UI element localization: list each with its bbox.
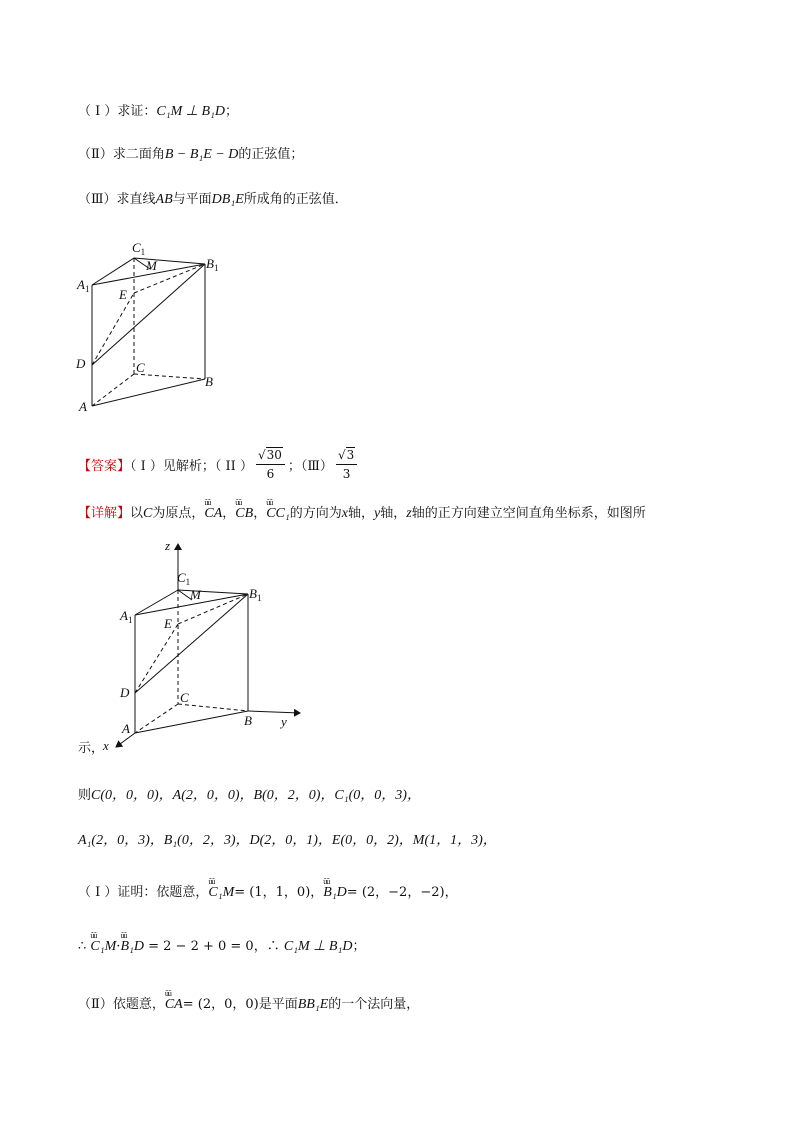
vector-ca-normal: ũũ CA [165,996,183,1014]
label-a1: $A_1$ [120,608,133,625]
detail-tag: 【详解】 [78,506,131,521]
detail-line: 【详解】以C为原点，ũũ CA，ũũ CB，ũũ CC₁的方向为x轴，y轴，z轴的正方向建立空间直角坐标系，如图所 [78,505,646,523]
fraction-sqrt30-6: $\frac{√30}{6}$ [256,446,285,483]
label-b1: $B_1$ [206,256,219,273]
q1-math: C₁M ⊥ B₁D [156,104,225,119]
proof-2-line: （Ⅱ）依题意，ũũ CA= (2，0，0)是平面BB₁E的一个法向量， [78,996,419,1014]
vector-cb: ũũ CB [235,505,253,523]
label-a1: $A_1$ [77,277,90,294]
label-a: A [79,399,87,414]
label-a: A [122,721,130,736]
coordinates-line-2: A₁(2，0，3)，B₁(0，2，3)，D(2，0，1)，E(0，0，2)，M(1，1，3)， [78,833,497,848]
detail-continued: 示， [78,741,105,756]
fraction-sqrt3-3: $\frac{√3}{3}$ [336,446,357,483]
proof-1-line: （ I ）证明：依题意，ũũ C₁M= (1，1，0)，ũũ B₁D= (2，−2，−2)， [78,884,458,902]
vector-c1m: ũũ C₁M [208,884,234,902]
answer-line: 【答案】（ I ）见解析；（ II ） $\frac{√30}{6}$ ；（Ⅲ） $\frac{√3}{3}$ [78,448,360,485]
label-b: B [205,374,213,389]
answer-tag: 【答案】 [78,459,131,474]
question-2: （Ⅱ）求二面角B − B₁E − D的正弦值； [78,147,304,162]
label-d: D [76,356,86,371]
coordinates-line-1: 则C(0，0，0)，A(2，0，0)，B(0，2，0)，C₁(0，0，3)， [78,788,421,803]
label-d: D [120,685,130,700]
axis-label-x: x [103,738,109,753]
label-b: B [244,713,252,728]
vector-cc1: ũũ CC₁ [266,505,290,523]
label-e: E [164,616,172,631]
axis-label-z: z [165,538,171,553]
label-b1: $B_1$ [249,586,262,603]
proof-1-dot-product: ∴ ũũ C₁M·ũũ B₁D = 2 − 2 + 0 = 0，∴ C₁M ⊥ B₁D； [78,938,365,956]
vector-b1d: ũũ B₁D [323,884,347,902]
q2-math: B − B₁E − D [164,147,239,162]
label-c1: $C_1$ [177,570,191,587]
label-c: C [180,690,189,705]
axis-label-y: y [281,714,287,729]
label-m: M [146,258,157,273]
question-1: （ I ）求证：C₁M ⊥ B₁D； [78,104,239,119]
label-e: E [119,287,127,302]
label-c: C [136,360,145,375]
question-3: （Ⅲ）求直线AB与平面DB₁E所成角的正弦值． [78,192,348,207]
label-c1: $C_1$ [132,240,146,257]
coordinate-figure [100,536,315,758]
prism-figure [70,238,230,418]
vector-ca: ũũ CA [204,505,222,523]
label-m: M [190,587,201,602]
